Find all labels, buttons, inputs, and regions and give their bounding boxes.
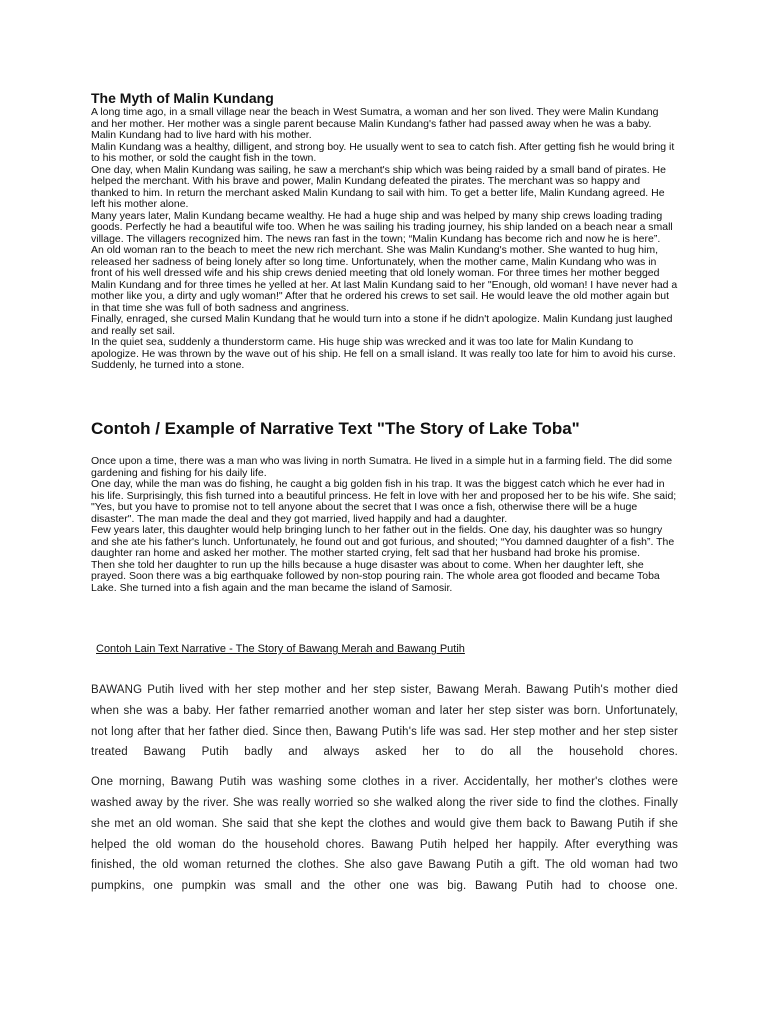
story-body-malin-kundang [91, 107, 678, 372]
story-body-lake-toba [91, 456, 678, 594]
paragraph: One day, while the man was do fishing, he caught a big golden fish in his trap. It was the biggest catch which he ever had in his life. Surprisingly, this fish turned into a beautiful princess. He felt in love with her and proposed her to be his wife. She said; "Yes, but you have to promise not to tell anyone about the secret that I was once a fish, otherwise there will be a huge disaster". The man made the deal and they got married, lived happily and had a daughter. [91, 478, 677, 525]
paragraph: Finally, enraged, she cursed Malin Kundang that he would turn into a stone if he didn't apologize. Malin Kundang just laughed and really set sail. [91, 313, 673, 337]
paragraph: A long time ago, in a small village near the beach in West Sumatra, a woman and her son lived. They were Malin Kundang and her mother. Her mother was a single parent because Malin Kundang's father had passed away when he was a baby. Malin Kundang had to live hard with his mother. [91, 106, 659, 141]
story-title-malin-kundang: The Myth of Malin Kundang [91, 90, 274, 106]
story-title-lake-toba: Contoh / Example of Narrative Text "The Story of Lake Toba" [91, 419, 580, 438]
paragraph: Few years later, this daughter would help bringing lunch to her father out in the fields. One day, his daughter was so hungry and she ate his father's lunch. Unfortunately, he found out and got furious, and shouted; “You damned daughter of a fish”. The daughter ran home and asked her mother. The mother started crying, felt sad that her husband had broke his promise. [91, 524, 675, 559]
paragraph: An old woman ran to the beach to meet the new rich merchant. She was Malin Kundang's mother. She wanted to hug him, released her sadness of being lonely after so long time. Unfortunately, when the mother came, Malin Kundang who was in front of his well dressed wife and his ship crews denied meeting that old lonely woman. For three times her mother begged Malin Kundang and for three times he yelled at her. At last Malin Kundang said to her "Enough, old woman! I have never had a mother like you, a dirty and ugly woman!" After that he ordered his crews to set sail. He would leave the old mother again but in that time she was full of both sadness and angriness. [91, 244, 678, 314]
story-body-bawang [91, 680, 678, 906]
paragraph: Malin Kundang was a healthy, dilligent, and strong boy. He usually went to sea to catch fish. After getting fish he would bring it to his mother, or sold the caught fish in the town. [91, 140, 675, 164]
paragraph: One morning, Bawang Putih was washing some clothes in a river. Accidentally, her mother's clothes were washed away by the river. She was really worried so she walked along the river side to find the clothes. Finally she met an old woman. She said that she kept the clothes and would give them back to Bawang Putih if she helped the old woman do the household chores. Bawang Putih helped her happily. After everything was finished, the old woman returned the clothes. She also gave Bawang Putih a gift. The old woman had two pumpkins, one pumpkin was small and the other one was big. Bawang Putih had to choose one. [91, 776, 678, 893]
paragraph: BAWANG Putih lived with her step mother and her step sister, Bawang Merah. Bawang Putih's mother died when she was a baby. Her father remarried another woman and later her step sister was born. Unfortunately, not long after that her father died. Since then, Bawang Putih's life was sad. Her step mother and her step sister treated Bawang Putih badly and always asked her to do all the household chores. [91, 684, 678, 759]
paragraph: Many years later, Malin Kundang became wealthy. He had a huge ship and was helped by many ship crews loading trading goods. Perfectly he had a beautiful wife too. When he was sailing his trading journey, his ship landed on a beach near a small village. The villagers recognized him. The news ran fast in the town; “Malin Kundang has become rich and now he is here”. [91, 209, 673, 245]
bawang-story-link[interactable]: Contoh Lain Text Narrative - The Story of Bawang Merah and Bawang Putih [96, 643, 465, 655]
paragraph: One day, when Malin Kundang was sailing, he saw a merchant's ship which was being raided by a small band of pirates. He helped the merchant. With his brave and power, Malin Kundang defeated the pirates. The merchant was so happy and thanked to him. In return the merchant asked Malin Kundang to sail with him. To get a better life, Malin Kundang agreed. He left his mother alone. [91, 163, 666, 210]
paragraph: Then she told her daughter to run up the hills because a huge disaster was about to come. When her daughter left, she prayed. Soon there was a big earthquake followed by non-stop pouring rain. The whole area got flooded and became Toba Lake. She turned into a fish again and the man became the island of Samosir. [91, 558, 660, 594]
paragraph: Once upon a time, there was a man who was living in north Sumatra. He lived in a simple hut in a farming field. The did some gardening and fishing for his daily life. [91, 455, 673, 479]
paragraph: In the quiet sea, suddenly a thunderstorm came. His huge ship was wrecked and it was too late for Malin Kundang to apologize. He was thrown by the wave out of his ship. He fell on a small island. It was really too late for him to avoid his curse. Suddenly, he turned into a stone. [91, 336, 676, 371]
